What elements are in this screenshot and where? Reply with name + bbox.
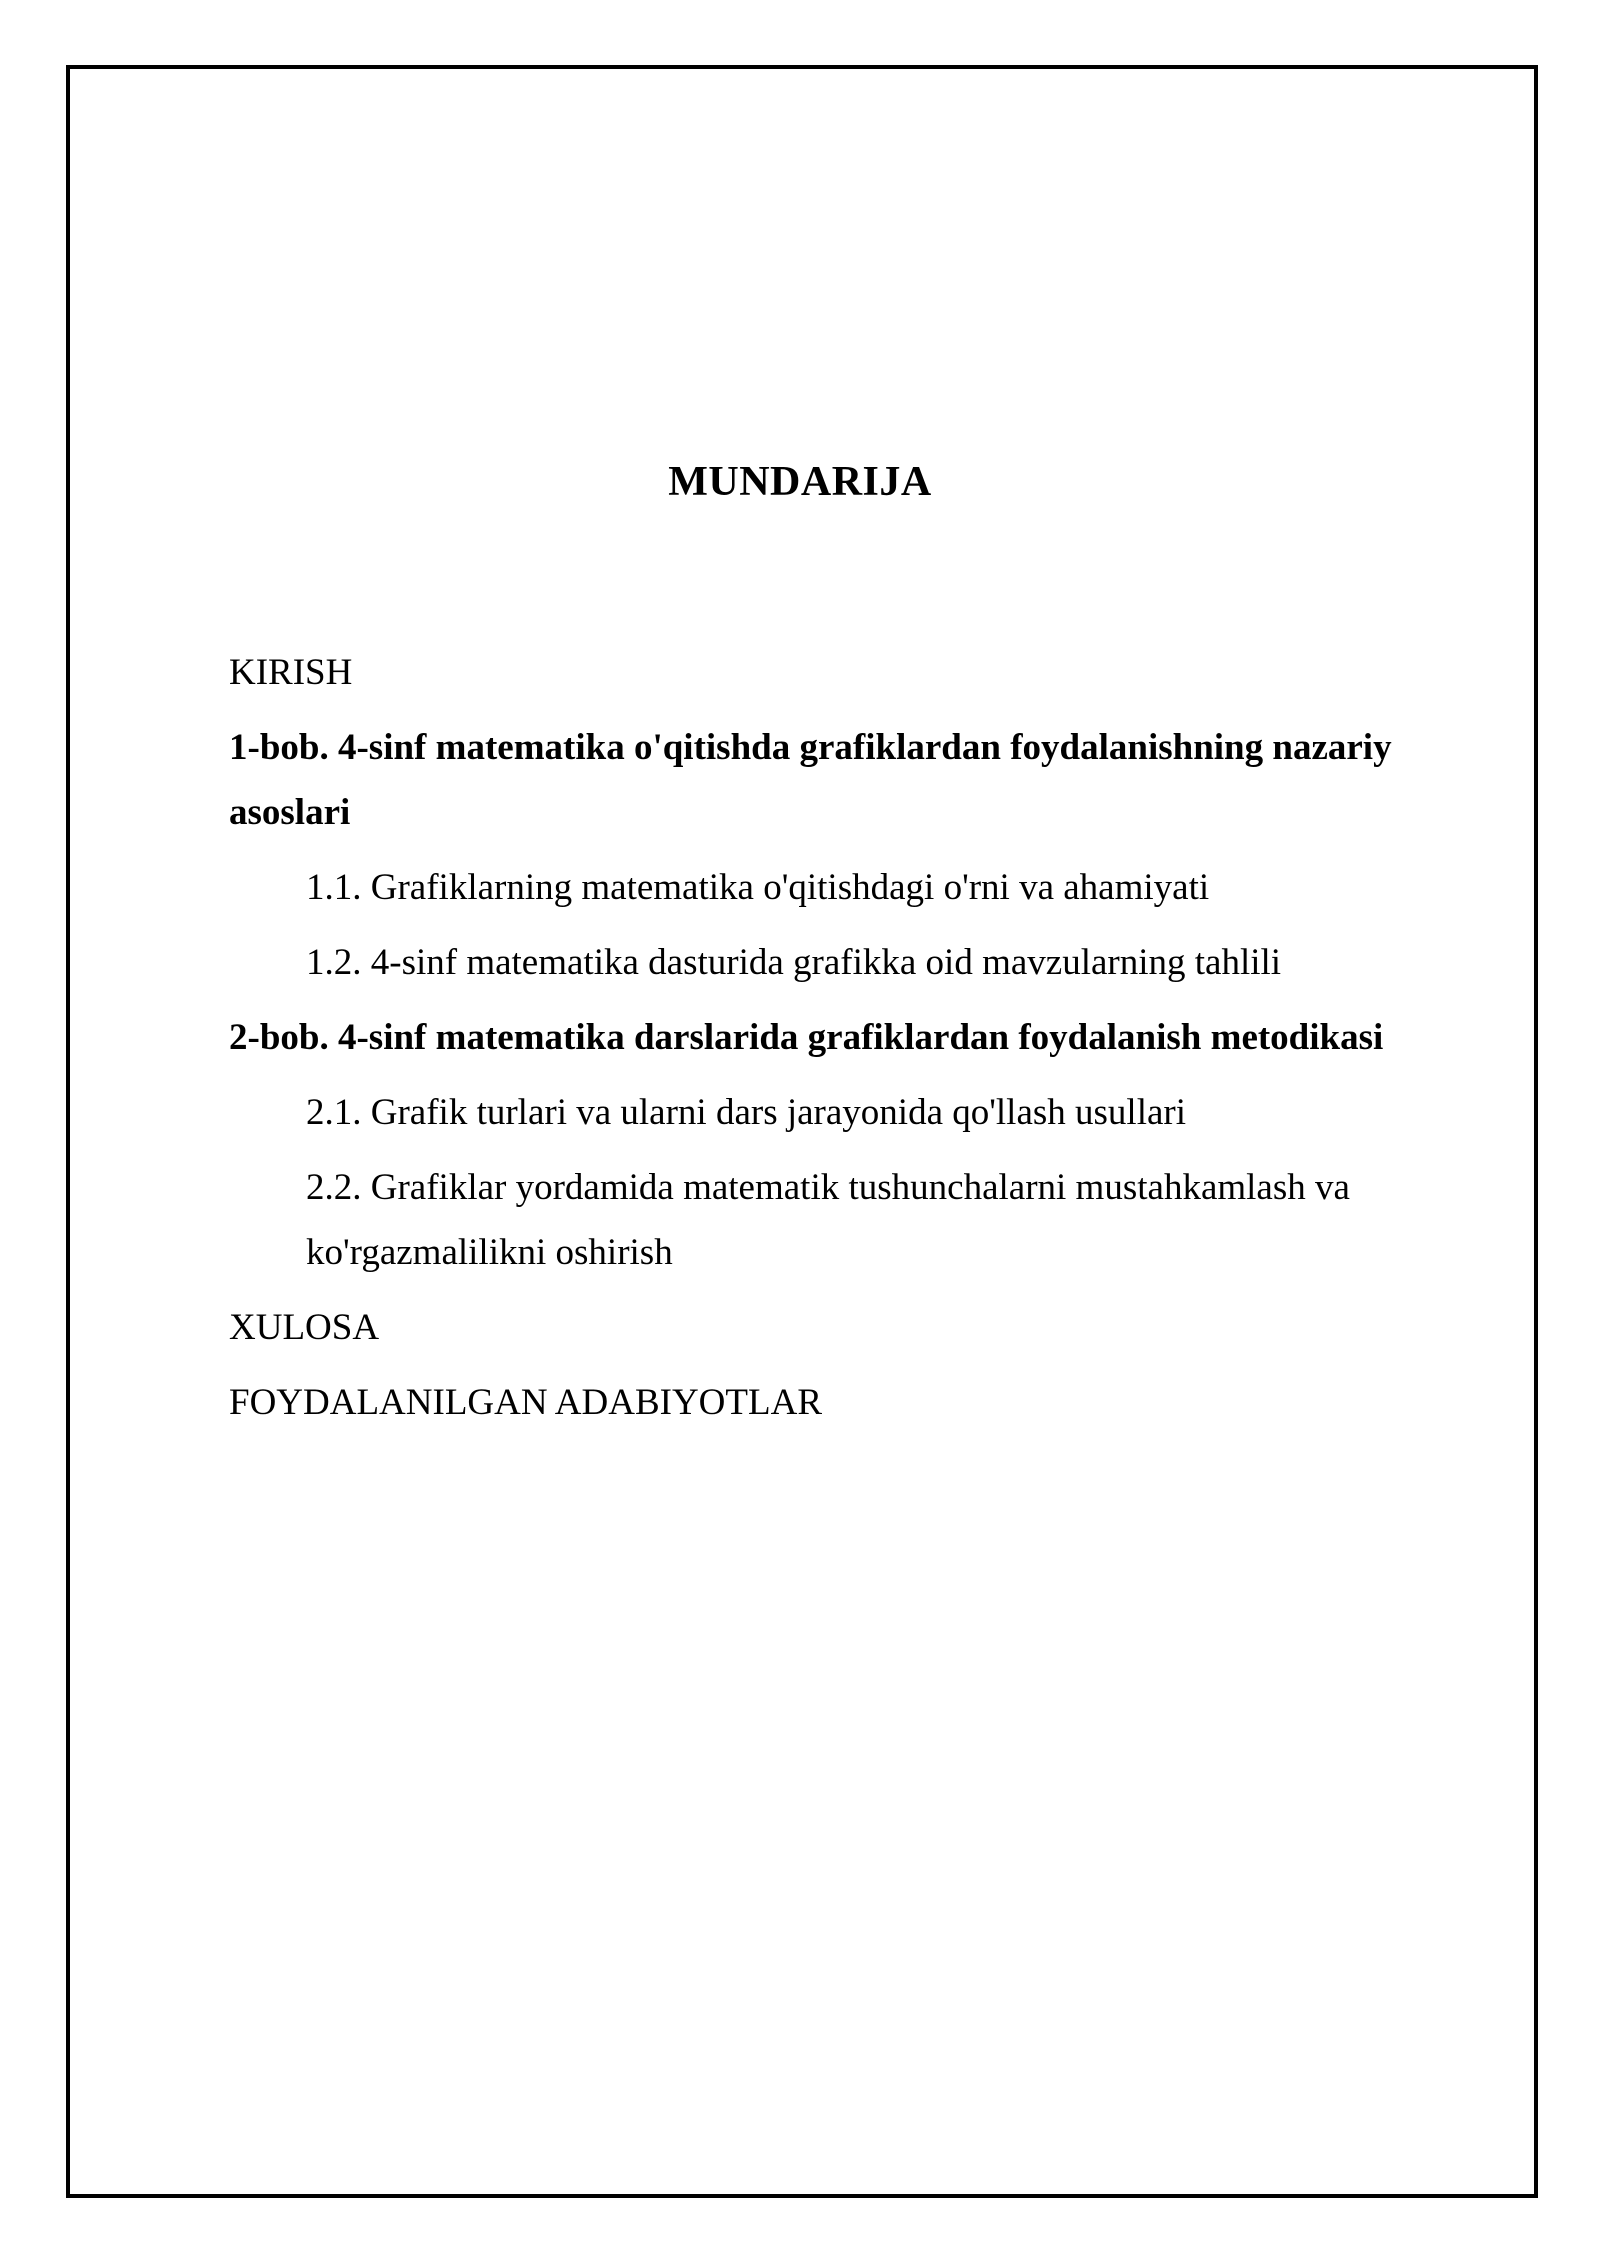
toc-entry-references: FOYDALANILGAN ADABIYOTLAR — [229, 1382, 822, 1423]
toc-entry-section-2-1: 2.1. Grafik turlari va ularni dars jarayonida qo'llash usullari — [306, 1092, 1187, 1133]
toc-entry-section-2-2: 2.2. Grafiklar yordamida matematik tushunchalarni mustahkamlash va ko'rgazmalilikni oshirish — [306, 1167, 1350, 1273]
toc-entry-conclusion: XULOSA — [229, 1307, 380, 1348]
table-of-contents — [229, 640, 1449, 1445]
toc-entry-chapter-2: 2-bob. 4-sinf matematika darslarida grafiklardan foydalanish metodikasi — [229, 1017, 1384, 1058]
page-title: MUNDARIJA — [668, 459, 932, 505]
toc-entry-section-1-2: 1.2. 4-sinf matematika dasturida grafikka oid mavzularning tahlili — [306, 942, 1282, 983]
toc-entry-section-1-1: 1.1. Grafiklarning matematika o'qitishdagi o'rni va ahamiyati — [306, 867, 1210, 908]
toc-entry-chapter-1: 1-bob. 4-sinf matematika o'qitishda grafiklardan foydalanishning nazariy asoslari — [229, 727, 1392, 833]
toc-entry-introduction: KIRISH — [229, 652, 353, 693]
